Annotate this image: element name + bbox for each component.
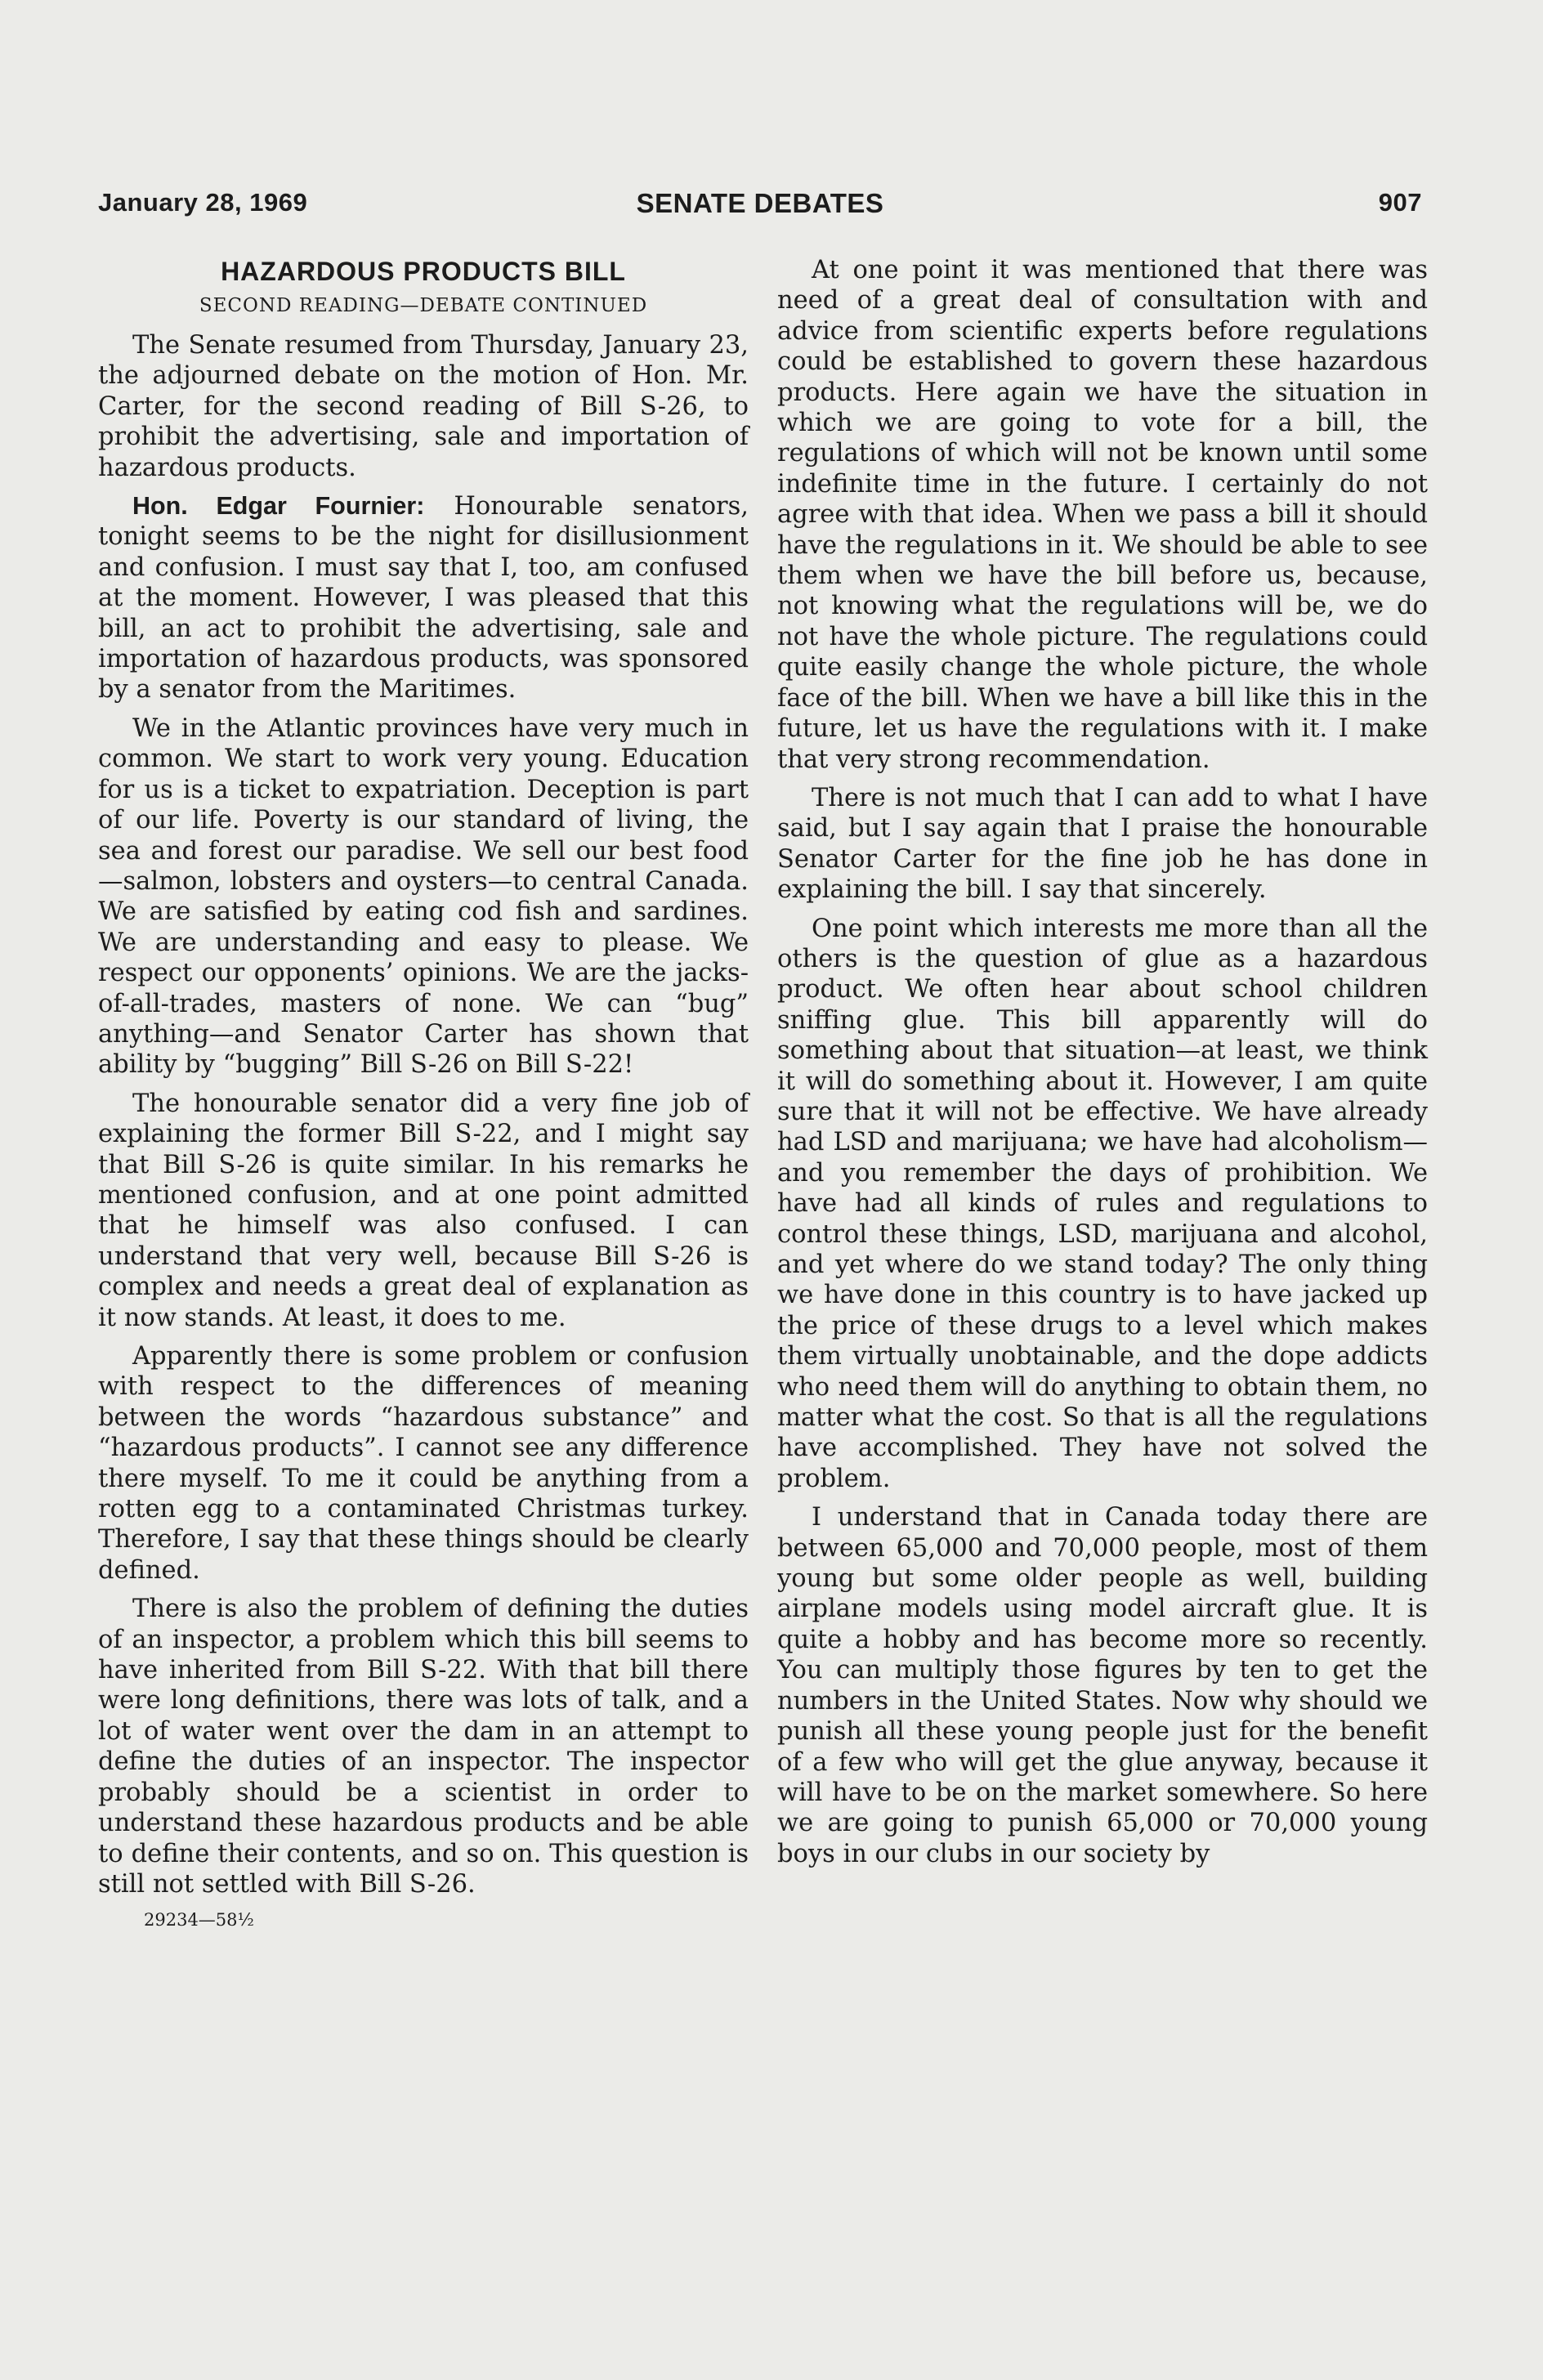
- paragraph: The honourable senator did a very fine job of explaining the former Bill S-22, and I might say that Bill S-26 is quite similar. In his remarks he mentioned confusion, and at one point admitted that he himself was also confused. I can understand that very well, because Bill S-26 is complex and needs a great deal of explanation as it now stands. At least, it does to me.: [98, 1089, 749, 1332]
- right-column: [777, 255, 1428, 1877]
- paragraph: There is not much that I can add to what I have said, but I say again that I praise the honourable Senator Carter for the fine job he has done in explaining the bill. I say that sincerely.: [777, 783, 1428, 905]
- header-title: SENATE DEBATES: [636, 188, 884, 218]
- speech-paragraph: [98, 491, 749, 705]
- paragraph: There is also the problem of defining the duties of an inspector, a problem which this bill seems to have inherited from Bill S-22. With that bill there were long definitions, there was lots of talk, and a lot of water went over the dam in an attempt to define the duties of an inspector. The inspector probably should be a scientist in order to understand these hazardous products and be able to define their contents, and so on. This question is still not settled with Bill S-26.: [98, 1595, 749, 1899]
- section-subtitle: SECOND READING—DEBATE CONTINUED: [199, 295, 648, 316]
- paragraph: Apparently there is some problem or confusion with respect to the differences of meaning between the words “hazardous substance” and “hazardous products”. I cannot see any difference there myself. To me it could be anything from a rotten egg to a contaminated Christmas turkey. Therefore, I say that these things should be clearly defined.: [98, 1342, 749, 1585]
- header-date: January 28, 1969: [98, 188, 308, 217]
- paragraph: We in the Atlantic provinces have very much in common. We start to work very young. Education for us is a ticket to expatriation. Deception is part of our life. Poverty is our standard of living, the sea and forest our paradise. We sell our best food—salmon, lobsters and oysters—to central Canada. We are satisfied by eating cod fish and sardines. We are understanding and easy to please. We respect our opponents’ opinions. We are the jacks-of-all-trades, masters of none. We can “bug” anything—and Senator Carter has shown that ability by “bugging” Bill S-26 on Bill S-22!: [98, 714, 749, 1080]
- page-header: [98, 188, 1422, 229]
- paragraph: One point which interests me more than all the others is the question of glue as a hazardous product. We often hear about school children sniffing glue. This bill apparently will do something about that situation—at least, we think it will do something about it. However, I am quite sure that it will not be effective. We have already had LSD and marijuana; we have had alcoholism—and you remember the days of prohibition. We have had all kinds of rules and regulations to control these things, LSD, marijuana and alcohol, and yet where do we stand today? The only thing we have done in this country is to have jacked up the price of these drugs to a level which makes them virtually unobtainable, and the dope addicts who need them will do anything to obtain them, no matter what the cost. So that is all the regulations have accomplished. They have not solved the problem.: [777, 914, 1428, 1493]
- paragraph: I understand that in Canada today there are between 65,000 and 70,000 people, most of them young but some older people as well, building airplane models using model aircraft glue. It is quite a hobby and has become more so recently. You can multiply those figures by ten to get the numbers in the United States. Now why should we punish all these young people just for the benefit of a few who will get the glue anyway, because it will have to be on the market somewhere. So here we are going to punish 65,000 or 70,000 young boys in our clubs in our society by: [777, 1503, 1428, 1868]
- section-title: HAZARDOUS PRODUCTS BILL: [221, 257, 626, 286]
- print-code: 29234—58½: [144, 1910, 254, 1930]
- left-column: [98, 255, 749, 1932]
- speech-text: Honourable senators, tonight seems to be the night for disillusionment and confusion. I must say that I, too, am confused at the moment. However, I was pleased that this bill, an act to prohibit the advertising, sale and importation of hazardous products, was sponsored by a senator from the Maritimes.: [98, 492, 749, 705]
- intro-paragraph: The Senate resumed from Thursday, January 23, the adjourned debate on the motion of Hon. Mr. Carter, for the second reading of Bill S-26, to prohibit the advertising, sale and importation of hazardous products.: [98, 331, 749, 482]
- paragraph: At one point it was mentioned that there was need of a great deal of consultation with and advice from scientific experts before regulations could be established to govern these hazardous products. Here again we have the situation in which we are going to vote for a bill, the regulations of which will not be known until some indefinite time in the future. I certainly do not agree with that idea. When we pass a bill it should have the regulations in it. We should be able to see them when we have the bill before us, because, not knowing what the regulations will be, we do not have the whole picture. The regulations could quite easily change the whole picture, the whole face of the bill. When we have a bill like this in the future, let us have the regulations with it. I make that very strong recommendation.: [777, 256, 1428, 774]
- speaker-name: Hon. Edgar Fournier:: [132, 492, 425, 521]
- header-page-number: 907: [1378, 188, 1422, 217]
